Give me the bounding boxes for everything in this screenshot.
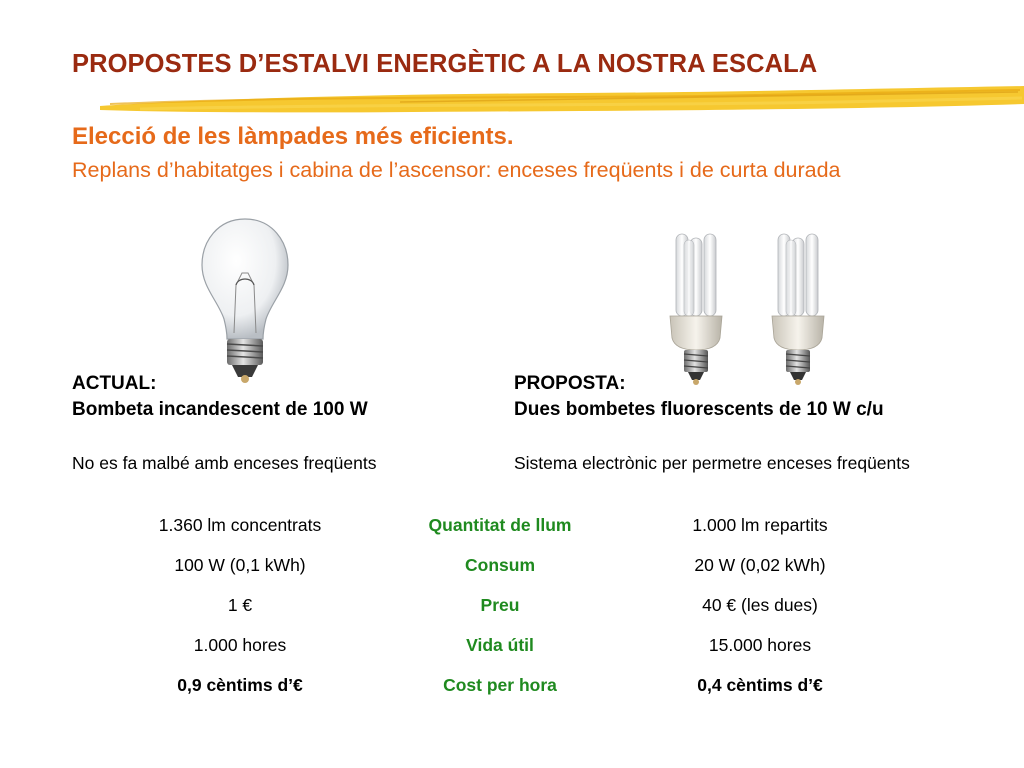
actual-heading: ACTUAL: (72, 373, 157, 394)
actual-value: 1.000 hores (193, 634, 287, 655)
row-label: Consum (465, 554, 535, 575)
actual-value: 100 W (0,1 kWh) (174, 554, 306, 575)
incandescent-bulb-image (190, 215, 300, 385)
proposal-description: Dues bombetes fluorescents de 10 W c/u (514, 399, 884, 420)
proposal-note: Sistema electrònic per permetre enceses freqüents (514, 453, 910, 473)
context-description: Replans d’habitatges i cabina de l’ascensor: enceses freqüents i de curta durada (72, 158, 841, 182)
row-label: Vida útil (466, 634, 534, 655)
table-row (110, 665, 890, 705)
row-label: Cost per hora (443, 674, 557, 695)
row-label: Quantitat de llum (428, 514, 572, 535)
actual-value: 0,9 cèntims d’€ (177, 674, 303, 695)
proposal-value: 0,4 cèntims d’€ (697, 674, 823, 695)
actual-note: No es fa malbé amb enceses freqüents (72, 453, 377, 473)
table-row (110, 505, 890, 545)
actual-value: 1 € (227, 594, 253, 615)
proposal-value: 40 € (les dues) (702, 594, 818, 615)
table-row (110, 625, 890, 665)
table-row (110, 545, 890, 585)
table-row (110, 585, 890, 625)
row-label: Preu (480, 594, 520, 615)
comparison-table (110, 505, 890, 705)
actual-description: Bombeta incandescent de 100 W (72, 399, 368, 420)
actual-value: 1.360 lm concentrats (158, 514, 322, 535)
highlight-swoosh (100, 84, 1024, 124)
compact-fluorescent-bulb-image-2 (762, 228, 842, 388)
actual-option (72, 371, 368, 423)
proposal-value: 1.000 lm repartits (692, 514, 828, 535)
proposal-option (514, 371, 884, 423)
proposal-heading: PROPOSTA: (514, 373, 626, 394)
page-title: PROPOSTES D’ESTALVI ENERGÈTIC A LA NOSTRA ESCALA (72, 50, 818, 78)
compact-fluorescent-bulb-image-1 (660, 228, 740, 388)
proposal-value: 20 W (0,02 kWh) (694, 554, 826, 575)
section-subtitle: Elecció de les làmpades més eficients. (72, 123, 514, 150)
proposal-value: 15.000 hores (708, 634, 812, 655)
